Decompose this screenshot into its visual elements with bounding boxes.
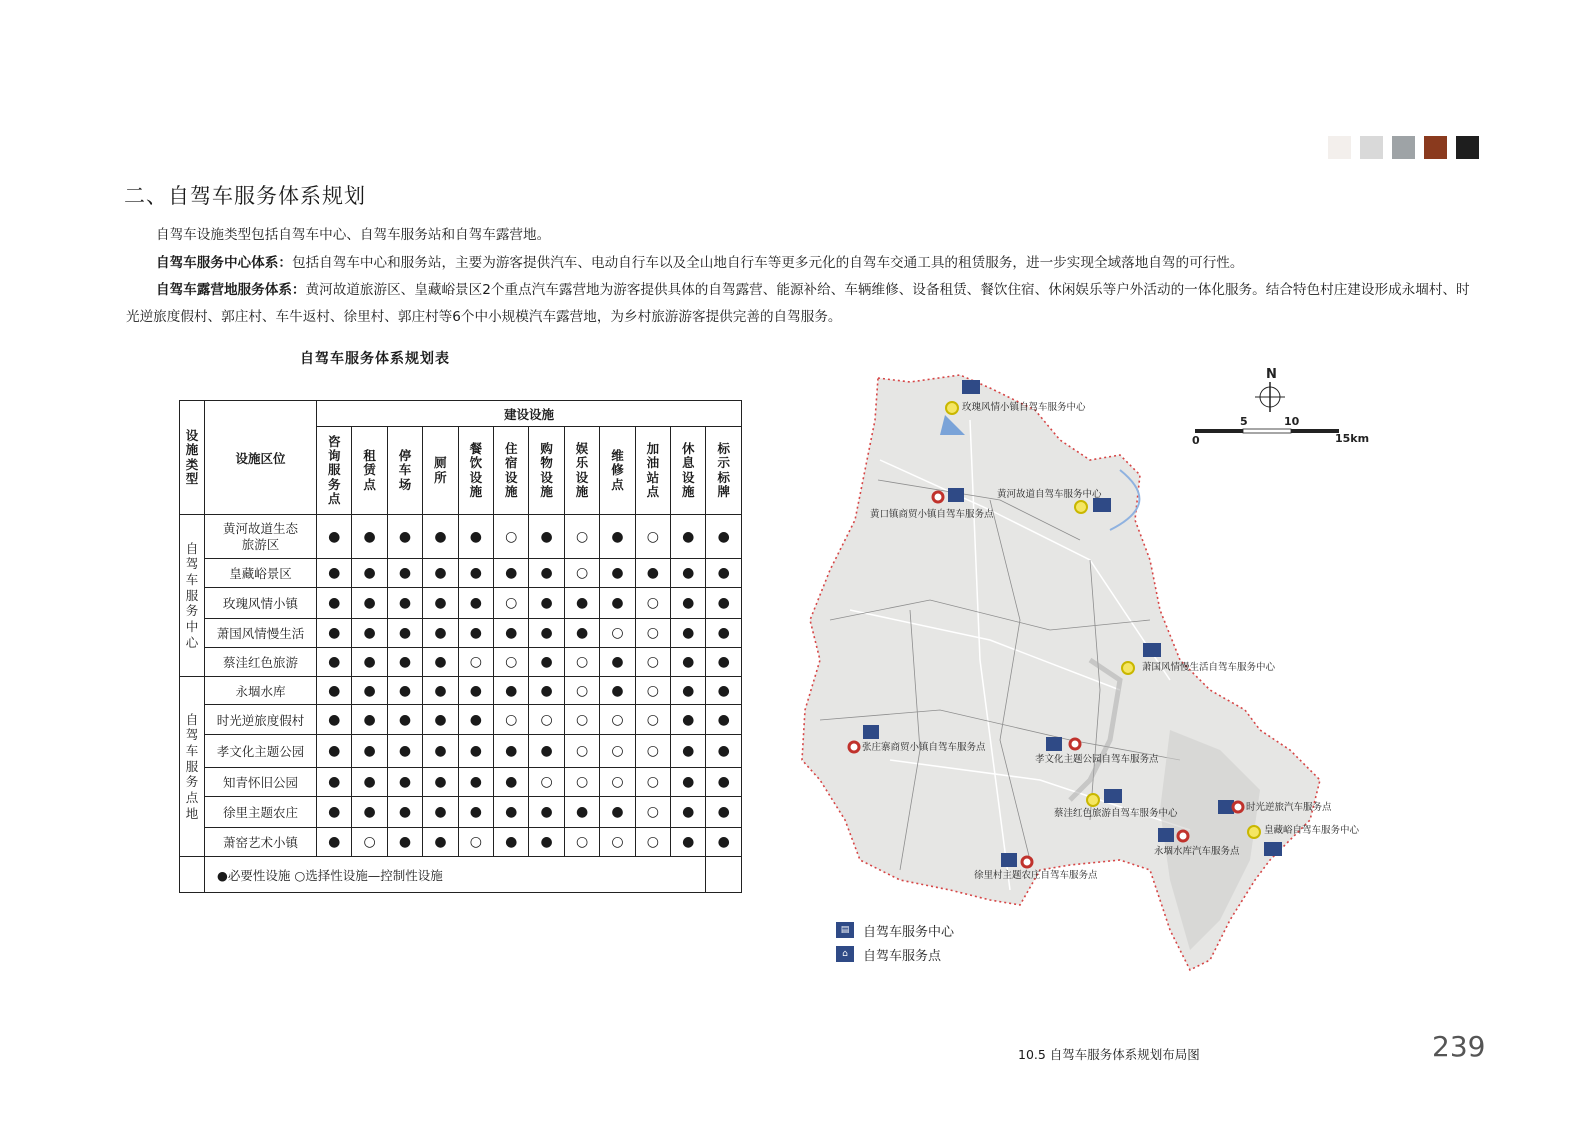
facility-cell: ●	[706, 768, 742, 797]
point-icon	[863, 725, 879, 739]
table-body	[180, 515, 742, 893]
facility-cell: ●	[706, 705, 742, 735]
facility-header: 维修点	[600, 427, 635, 515]
facility-cell: ●	[529, 619, 564, 648]
map-label-yonggu: 永堌水库汽车服务点	[1154, 846, 1240, 857]
table-row	[180, 828, 742, 857]
facility-header: 咨询服务点	[317, 427, 352, 515]
facility-cell: ●	[423, 705, 458, 735]
area-name-cell: 永堌水库	[205, 677, 317, 705]
area-name-cell: 黄河故道生态旅游区	[205, 515, 317, 559]
table-row	[180, 588, 742, 619]
map-label-rose: 玫瑰风情小镇自驾车服务中心	[962, 402, 1086, 413]
facility-cell: ○	[600, 735, 635, 768]
facility-cell: ○	[494, 515, 529, 559]
point-marker	[1233, 802, 1243, 812]
facility-cell: ●	[317, 559, 352, 588]
table-row	[180, 797, 742, 828]
center-marker	[1122, 662, 1134, 674]
center-icon	[1104, 789, 1122, 803]
facility-cell: ○	[458, 648, 493, 677]
facility-cell: ●	[423, 559, 458, 588]
facility-cell: ●	[564, 588, 599, 619]
facility-cell: ●	[564, 619, 599, 648]
facility-header: 购物设施	[529, 427, 564, 515]
table-row	[180, 515, 742, 559]
map-svg	[790, 360, 1390, 980]
facility-cell: ●	[494, 797, 529, 828]
area-name-cell: 徐里主题农庄	[205, 797, 317, 828]
facility-header: 加油站点	[635, 427, 670, 515]
area-name-cell: 孝文化主题公园	[205, 735, 317, 768]
facility-cell: ●	[423, 797, 458, 828]
facility-cell: ●	[671, 648, 706, 677]
facility-cell: ●	[671, 797, 706, 828]
facility-cell: ○	[635, 648, 670, 677]
center-icon	[962, 380, 980, 394]
center-system-body: 包括自驾车中心和服务站，主要为游客提供汽车、电动自行车以及全山地自行车等更多元化的自驾车交通工具的租赁服务，进一步实现全域落地自驾的可行性。	[291, 255, 1244, 271]
facility-cell: ●	[529, 515, 564, 559]
center-icon	[1143, 643, 1161, 657]
facility-cell: ●	[706, 648, 742, 677]
facility-cell: ●	[352, 768, 387, 797]
facility-cell: ○	[635, 677, 670, 705]
area-name-cell: 蔡洼红色旅游	[205, 648, 317, 677]
facility-cell: ○	[600, 619, 635, 648]
facility-cell: ●	[600, 797, 635, 828]
intro-paragraph: 自驾车设施类型包括自驾车中心、自驾车服务站和自驾车露营地。	[156, 227, 551, 243]
facility-cell: ●	[635, 559, 670, 588]
facility-cell: ●	[458, 735, 493, 768]
facility-cell: ●	[423, 735, 458, 768]
facility-cell: ●	[706, 588, 742, 619]
col-area-header: 设施区位	[205, 401, 317, 515]
facility-cell: ○	[564, 828, 599, 857]
scale-10: 10	[1284, 415, 1300, 428]
facility-cell: ○	[635, 768, 670, 797]
map-label-huangzangyu: 皇藏峪自驾车服务中心	[1264, 825, 1360, 836]
facility-cell: ●	[317, 828, 352, 857]
legend-center-row	[836, 918, 954, 942]
facility-cell: ●	[529, 559, 564, 588]
point-icon	[1001, 853, 1017, 867]
facility-cell: ○	[564, 677, 599, 705]
service-center-icon: ▤	[836, 922, 854, 938]
map-label-xiaowenhua: 孝文化主题公园自驾车服务点	[1035, 754, 1159, 765]
figure-caption: 10.5 自驾车服务体系规划布局图	[1018, 1047, 1200, 1062]
facility-cell: ●	[706, 515, 742, 559]
map-label-zhangzhuang: 张庄寨商贸小镇自驾车服务点	[862, 742, 986, 753]
facility-cell: ○	[635, 828, 670, 857]
facility-cell: ●	[494, 619, 529, 648]
facility-cell: ●	[706, 797, 742, 828]
center-marker	[1248, 826, 1260, 838]
facility-cell: ●	[423, 588, 458, 619]
section-title: 二、自驾车服务体系规划	[124, 184, 366, 208]
facility-cell: ●	[352, 619, 387, 648]
facility-cell: ●	[387, 768, 422, 797]
table-legend: ●必要性设施 ○选择性设施—控制性设施	[205, 857, 706, 893]
map-label-huanghe: 黄河故道自驾车服务中心	[997, 489, 1102, 500]
center-marker	[946, 402, 958, 414]
facility-cell: ●	[671, 828, 706, 857]
facility-cell: ●	[317, 588, 352, 619]
facility-cell: ●	[529, 588, 564, 619]
center-marker	[1075, 501, 1087, 513]
facility-cell: ○	[564, 705, 599, 735]
facility-cell: ●	[671, 705, 706, 735]
facility-cell: ●	[352, 648, 387, 677]
north-label: N	[1266, 367, 1277, 382]
col-group-header: 建设设施	[317, 401, 742, 427]
facility-header: 餐饮设施	[458, 427, 493, 515]
scale-0: 0	[1192, 434, 1200, 447]
center-marker	[1087, 794, 1099, 806]
facility-cell: ●	[423, 828, 458, 857]
camp-system-lead: 自驾车露营地服务体系：	[156, 282, 306, 298]
facility-cell: ●	[317, 735, 352, 768]
point-icon	[1046, 737, 1062, 751]
map-label-xiaoguo: 萧国风情慢生活自驾车服务中心	[1142, 662, 1276, 673]
facility-cell: ●	[458, 768, 493, 797]
map-legend	[836, 918, 954, 966]
facility-cell: ○	[494, 705, 529, 735]
facility-cell: ○	[635, 588, 670, 619]
center-icon	[1093, 498, 1111, 512]
facility-cell: ●	[529, 648, 564, 677]
facility-cell: ○	[564, 515, 599, 559]
swatch-2	[1360, 136, 1383, 159]
col-type-header: 设施类型	[180, 401, 205, 515]
facility-cell: ○	[635, 515, 670, 559]
facility-cell: ●	[706, 559, 742, 588]
point-icon	[948, 488, 964, 502]
scale-5: 5	[1240, 415, 1248, 428]
facility-cell: ●	[423, 619, 458, 648]
point-marker	[849, 742, 859, 752]
point-marker	[933, 492, 943, 502]
facility-cell: ●	[317, 515, 352, 559]
facility-cell: ●	[671, 619, 706, 648]
area-name-cell: 玫瑰风情小镇	[205, 588, 317, 619]
facility-header: 标示标牌	[706, 427, 742, 515]
facility-cell: ●	[458, 677, 493, 705]
facility-cell: ●	[458, 588, 493, 619]
facility-cell: ○	[600, 828, 635, 857]
facility-cell: ●	[458, 515, 493, 559]
table-row	[180, 768, 742, 797]
facility-cell: ○	[529, 768, 564, 797]
table-legend-row	[180, 857, 742, 893]
facility-cell: ●	[458, 559, 493, 588]
facility-cell: ●	[387, 677, 422, 705]
facility-cell: ○	[635, 735, 670, 768]
table-title: 自驾车服务体系规划表	[300, 351, 450, 367]
facility-cell: ●	[387, 705, 422, 735]
camp-system-body: 黄河故道旅游区、皇藏峪景区2个重点汽车露营地为游客提供具体的自驾露营、能源补给、车辆维修、设备租赁、餐饮住宿、休闲娱乐等户外活动的一体化服务。结合特色村庄建设形成永堌村、时光逆旅度假村、郭庄村、车牛返村、徐里村、郭庄村等6个中小规模汽车露营地，为乡村旅游游客提供完善的自驾服务。	[126, 282, 1470, 325]
facility-cell: ○	[494, 588, 529, 619]
facility-cell: ●	[352, 735, 387, 768]
area-name-cell: 萧国风情慢生活	[205, 619, 317, 648]
facility-cell: ●	[671, 559, 706, 588]
facility-cell: ●	[317, 705, 352, 735]
facility-cell: ●	[387, 648, 422, 677]
map-label-shiguang: 时光逆旅汽车服务点	[1246, 802, 1332, 813]
table-row	[180, 619, 742, 648]
center-system-lead: 自驾车服务中心体系：	[156, 255, 292, 271]
page-number: 239	[1432, 1030, 1486, 1063]
facility-cell: ●	[352, 559, 387, 588]
legend-point-row	[836, 942, 954, 966]
map-label-xuli: 徐里村主题农庄自驾车服务点	[974, 870, 1098, 881]
facility-cell: ●	[529, 735, 564, 768]
area-name-cell: 萧窑艺术小镇	[205, 828, 317, 857]
facility-cell: ●	[423, 677, 458, 705]
facility-cell: ●	[387, 797, 422, 828]
facility-cell: ●	[529, 797, 564, 828]
facility-cell: ○	[458, 828, 493, 857]
facility-cell: ●	[706, 677, 742, 705]
map	[790, 360, 1390, 980]
legend-point-label: 自驾车服务点	[863, 948, 942, 964]
facility-header: 休息设施	[671, 427, 706, 515]
facility-cell: ●	[317, 619, 352, 648]
table-row	[180, 648, 742, 677]
legend-spacer	[180, 857, 205, 893]
area-name-cell: 知青怀旧公园	[205, 768, 317, 797]
facility-cell: ●	[600, 648, 635, 677]
point-marker	[1070, 739, 1080, 749]
facility-cell: ●	[352, 677, 387, 705]
facility-cell: ●	[494, 768, 529, 797]
facility-cell: ●	[387, 735, 422, 768]
facility-cell: ○	[564, 735, 599, 768]
facility-cell: ●	[564, 797, 599, 828]
facility-cell: ●	[458, 705, 493, 735]
facility-cell: ●	[671, 735, 706, 768]
facility-cell: ●	[529, 828, 564, 857]
facility-cell: ●	[458, 619, 493, 648]
facility-cell: ●	[494, 677, 529, 705]
table-row	[180, 735, 742, 768]
facility-cell: ○	[635, 797, 670, 828]
legend-center-label: 自驾车服务中心	[863, 924, 955, 940]
facility-cell: ●	[671, 768, 706, 797]
facility-cell: ●	[671, 677, 706, 705]
facility-cell: ●	[352, 515, 387, 559]
facility-cell: ●	[387, 515, 422, 559]
color-swatches	[1328, 136, 1479, 159]
facility-header: 停车场	[387, 427, 422, 515]
north-arrow	[1255, 367, 1285, 412]
swatch-1	[1328, 136, 1351, 159]
facility-cell: ○	[529, 705, 564, 735]
swatch-4	[1424, 136, 1447, 159]
facility-header: 租赁点	[352, 427, 387, 515]
center-icon	[1264, 842, 1282, 856]
facility-cell: ○	[564, 768, 599, 797]
legend-spacer	[706, 857, 742, 893]
facility-cell: ●	[423, 648, 458, 677]
table-row	[180, 559, 742, 588]
point-marker	[1022, 857, 1032, 867]
facility-cell: ●	[671, 515, 706, 559]
table-row	[180, 705, 742, 735]
facility-cell: ●	[352, 797, 387, 828]
facility-cell: ●	[600, 515, 635, 559]
facility-cell: ●	[600, 677, 635, 705]
facility-cell: ●	[317, 677, 352, 705]
service-point-icon: ⌂	[836, 946, 854, 962]
facility-cell: ●	[352, 588, 387, 619]
group-point-cell: 自驾车服务点地	[180, 677, 205, 857]
facility-cell: ●	[706, 735, 742, 768]
facility-cell: ●	[317, 797, 352, 828]
group-center-cell: 自驾车服务中心	[180, 515, 205, 677]
facility-cell: ●	[494, 828, 529, 857]
area-name-cell: 皇藏峪景区	[205, 559, 317, 588]
swatch-5	[1456, 136, 1479, 159]
facility-cell: ●	[387, 619, 422, 648]
facility-header: 厕所	[423, 427, 458, 515]
camp-system-paragraph	[126, 277, 1482, 331]
facility-cell: ●	[317, 768, 352, 797]
facility-cell: ●	[352, 705, 387, 735]
facility-cell: ●	[494, 559, 529, 588]
facility-header: 住宿设施	[494, 427, 529, 515]
map-label-huangkou: 黄口镇商贸小镇自驾车服务点	[870, 509, 994, 520]
facility-cell: ●	[387, 828, 422, 857]
point-icon	[1158, 828, 1174, 842]
facility-cell: ○	[564, 559, 599, 588]
facility-cell: ●	[600, 559, 635, 588]
facility-cell: ●	[494, 735, 529, 768]
facility-cell: ○	[564, 648, 599, 677]
facility-cell: ●	[458, 797, 493, 828]
table-row	[180, 677, 742, 705]
center-system-paragraph	[126, 250, 1482, 277]
area-name-cell: 时光逆旅度假村	[205, 705, 317, 735]
map-label-caiwa: 蔡洼红色旅游自驾车服务中心	[1054, 808, 1178, 819]
facility-cell: ●	[600, 588, 635, 619]
facility-cell: ●	[423, 515, 458, 559]
facility-cell: ○	[635, 705, 670, 735]
facility-cell: ●	[529, 677, 564, 705]
planning-table	[179, 400, 742, 893]
facility-cell: ○	[600, 768, 635, 797]
facility-cell: ○	[352, 828, 387, 857]
facility-cell: ●	[423, 768, 458, 797]
scale-bar	[1192, 415, 1369, 447]
facility-cell: ●	[387, 559, 422, 588]
facility-cell: ●	[387, 588, 422, 619]
facility-cell: ●	[671, 588, 706, 619]
facility-cell: ○	[600, 705, 635, 735]
swatch-3	[1392, 136, 1415, 159]
facility-cell: ○	[494, 648, 529, 677]
facility-cell: ●	[706, 828, 742, 857]
facility-header: 娱乐设施	[564, 427, 599, 515]
scale-15km: 15km	[1335, 432, 1370, 445]
facility-cell: ●	[317, 648, 352, 677]
facility-cell: ○	[635, 619, 670, 648]
point-marker	[1178, 831, 1188, 841]
facility-cell: ●	[706, 619, 742, 648]
